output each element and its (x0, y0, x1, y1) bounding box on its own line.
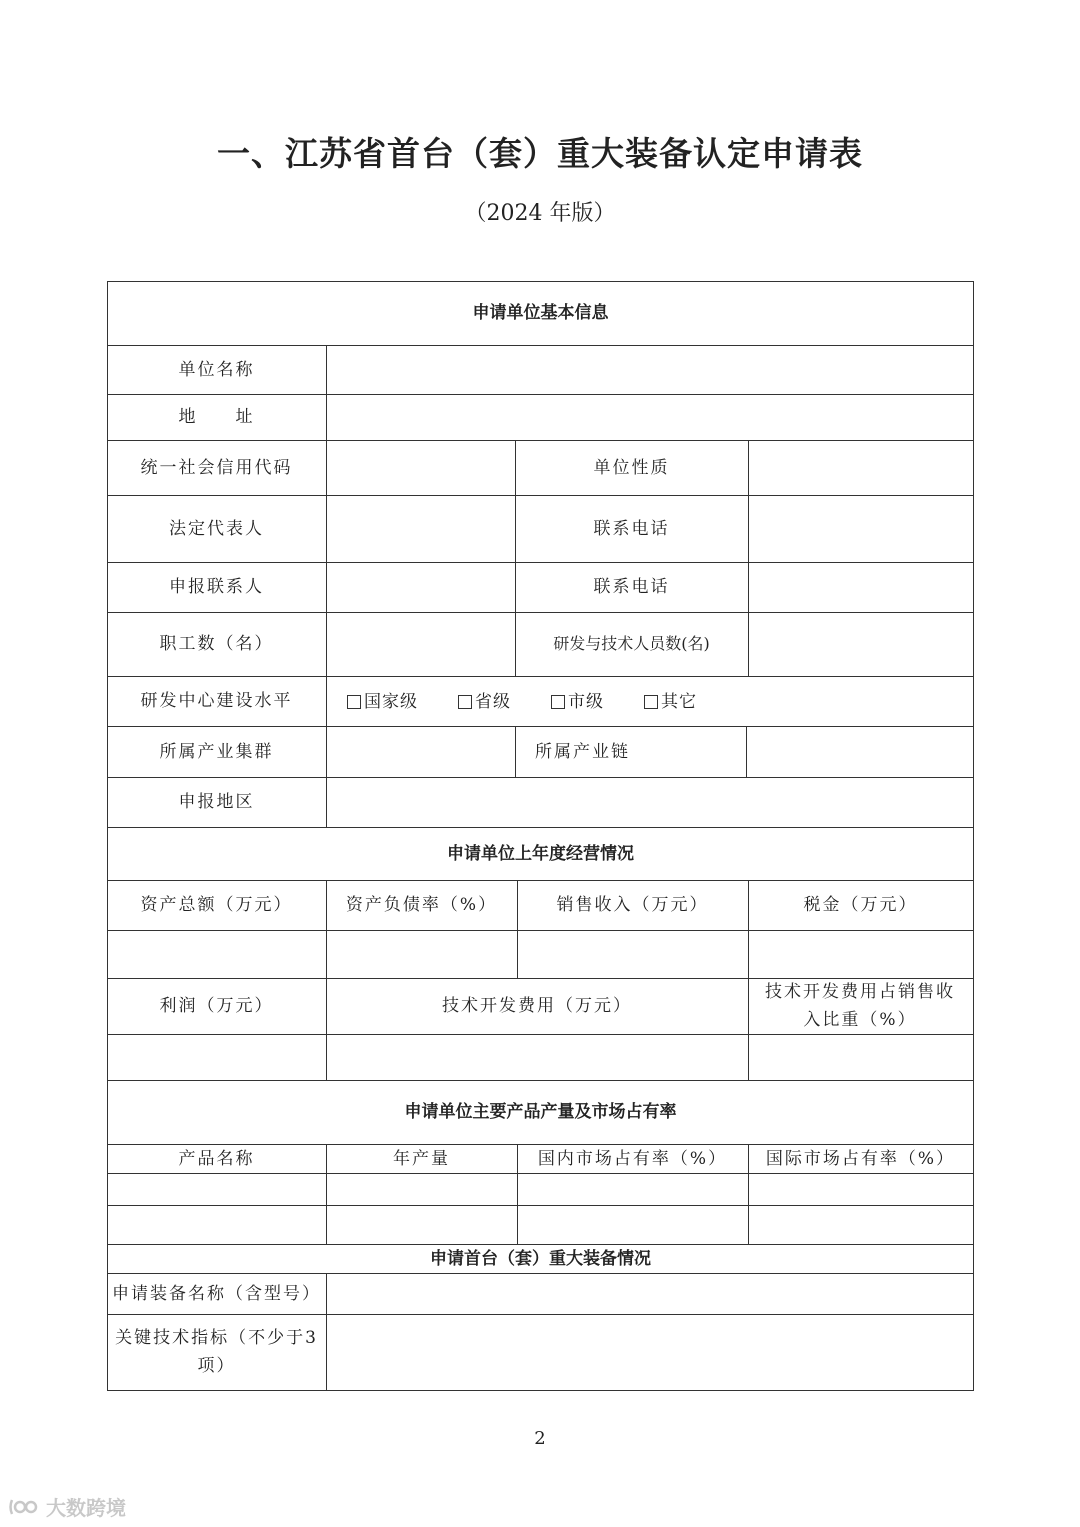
section-header-basic-info: 申请单位基本信息 (472, 303, 609, 323)
field-credit-code[interactable] (327, 441, 515, 495)
label-product-name: 产品名称 (178, 1148, 255, 1169)
watermark-text: 大数跨境 (46, 1496, 126, 1520)
label-debt-ratio: 资产负债率（%） (345, 895, 498, 915)
label-key-specs: 关键技术指标（不少于3项） (115, 1328, 318, 1376)
label-legal-rep: 法定代表人 (169, 518, 264, 539)
label-staff-count: 职工数（名） (159, 634, 274, 654)
label-chain: 所属产业链 (535, 741, 630, 762)
document-subtitle: （2024 年版） (464, 201, 616, 226)
field-total-assets[interactable] (108, 931, 326, 978)
field-profit[interactable] (108, 1035, 326, 1080)
field-unit-nature[interactable] (749, 441, 973, 495)
label-address: 地 址 (178, 407, 255, 427)
label-tax: 税金（万元） (803, 895, 918, 915)
label-domestic-share: 国内市场占有率（%） (537, 1148, 728, 1169)
field-contact[interactable] (327, 563, 515, 612)
label-rd-center: 研发中心建设水平 (140, 691, 293, 711)
field-annual-output-1[interactable] (327, 1174, 517, 1205)
field-debt-ratio[interactable] (327, 931, 517, 978)
rd-level-municipal-label: 市级 (568, 691, 604, 712)
field-address[interactable] (327, 395, 973, 440)
field-domestic-share-1[interactable] (518, 1174, 748, 1205)
label-total-assets: 资产总额（万元） (140, 895, 293, 915)
rd-level-national[interactable] (347, 688, 418, 716)
rd-level-provincial-label: 省级 (475, 691, 511, 712)
label-phone-2: 联系电话 (593, 577, 670, 597)
field-equipment-name[interactable] (327, 1274, 973, 1314)
label-contact: 申报联系人 (169, 577, 264, 597)
rd-level-options (327, 677, 973, 726)
checkbox-icon (644, 695, 658, 709)
rd-level-provincial[interactable] (458, 688, 511, 716)
section-header-products: 申请单位主要产品产量及市场占有率 (404, 1102, 677, 1122)
rd-level-national-label: 国家级 (364, 691, 418, 712)
rd-level-other-label: 其它 (661, 691, 697, 712)
field-phone-2[interactable] (749, 563, 973, 612)
field-intl-share-2[interactable] (749, 1206, 973, 1244)
document-title: 一、江苏省首台（套）重大装备认定申请表 (217, 134, 863, 173)
label-unit-nature: 单位性质 (593, 457, 670, 478)
label-sales: 销售收入（万元） (556, 895, 709, 915)
label-region: 申报地区 (178, 792, 255, 812)
label-rd-staff: 研发与技术人员数(名) (553, 634, 710, 653)
field-legal-rep[interactable] (327, 496, 515, 562)
label-credit-code: 统一社会信用代码 (140, 457, 293, 478)
field-cluster[interactable] (327, 727, 515, 777)
field-product-name-2[interactable] (108, 1206, 326, 1244)
field-phone-1[interactable] (749, 496, 973, 562)
page-number: 2 (534, 1428, 546, 1449)
field-domestic-share-2[interactable] (518, 1206, 748, 1244)
field-product-name-1[interactable] (108, 1174, 326, 1205)
field-unit-name[interactable] (327, 346, 973, 394)
field-annual-output-2[interactable] (327, 1206, 517, 1244)
checkbox-icon (551, 695, 565, 709)
watermark-logo-icon (8, 1496, 38, 1518)
checkbox-icon (458, 695, 472, 709)
field-staff-count[interactable] (327, 613, 515, 676)
label-unit-name: 单位名称 (178, 359, 255, 380)
field-intl-share-1[interactable] (749, 1174, 973, 1205)
rd-level-other[interactable] (644, 688, 697, 716)
watermark (8, 1492, 126, 1521)
field-chain[interactable] (747, 727, 973, 777)
label-profit: 利润（万元） (159, 996, 274, 1016)
label-phone-1: 联系电话 (593, 518, 670, 539)
section-header-equipment: 申请首台（套）重大装备情况 (430, 1248, 651, 1269)
field-region[interactable] (327, 778, 973, 827)
field-sales[interactable] (518, 931, 748, 978)
field-tax[interactable] (749, 931, 973, 978)
field-rd-ratio[interactable] (749, 1035, 973, 1080)
field-key-specs[interactable] (327, 1315, 973, 1390)
field-rd-staff[interactable] (749, 613, 973, 676)
field-rd-cost[interactable] (327, 1035, 748, 1080)
label-annual-output: 年产量 (393, 1148, 450, 1169)
label-rd-ratio: 技术开发费用占销售收入比重（%） (765, 982, 955, 1030)
label-equipment-name: 申请装备名称（含型号） (112, 1283, 321, 1304)
label-cluster: 所属产业集群 (159, 741, 274, 762)
label-intl-share: 国际市场占有率（%） (765, 1148, 956, 1169)
checkbox-icon (347, 695, 361, 709)
section-header-operations: 申请单位上年度经营情况 (447, 843, 634, 864)
label-rd-cost: 技术开发费用（万元） (442, 996, 632, 1016)
rd-level-municipal[interactable] (551, 688, 604, 716)
